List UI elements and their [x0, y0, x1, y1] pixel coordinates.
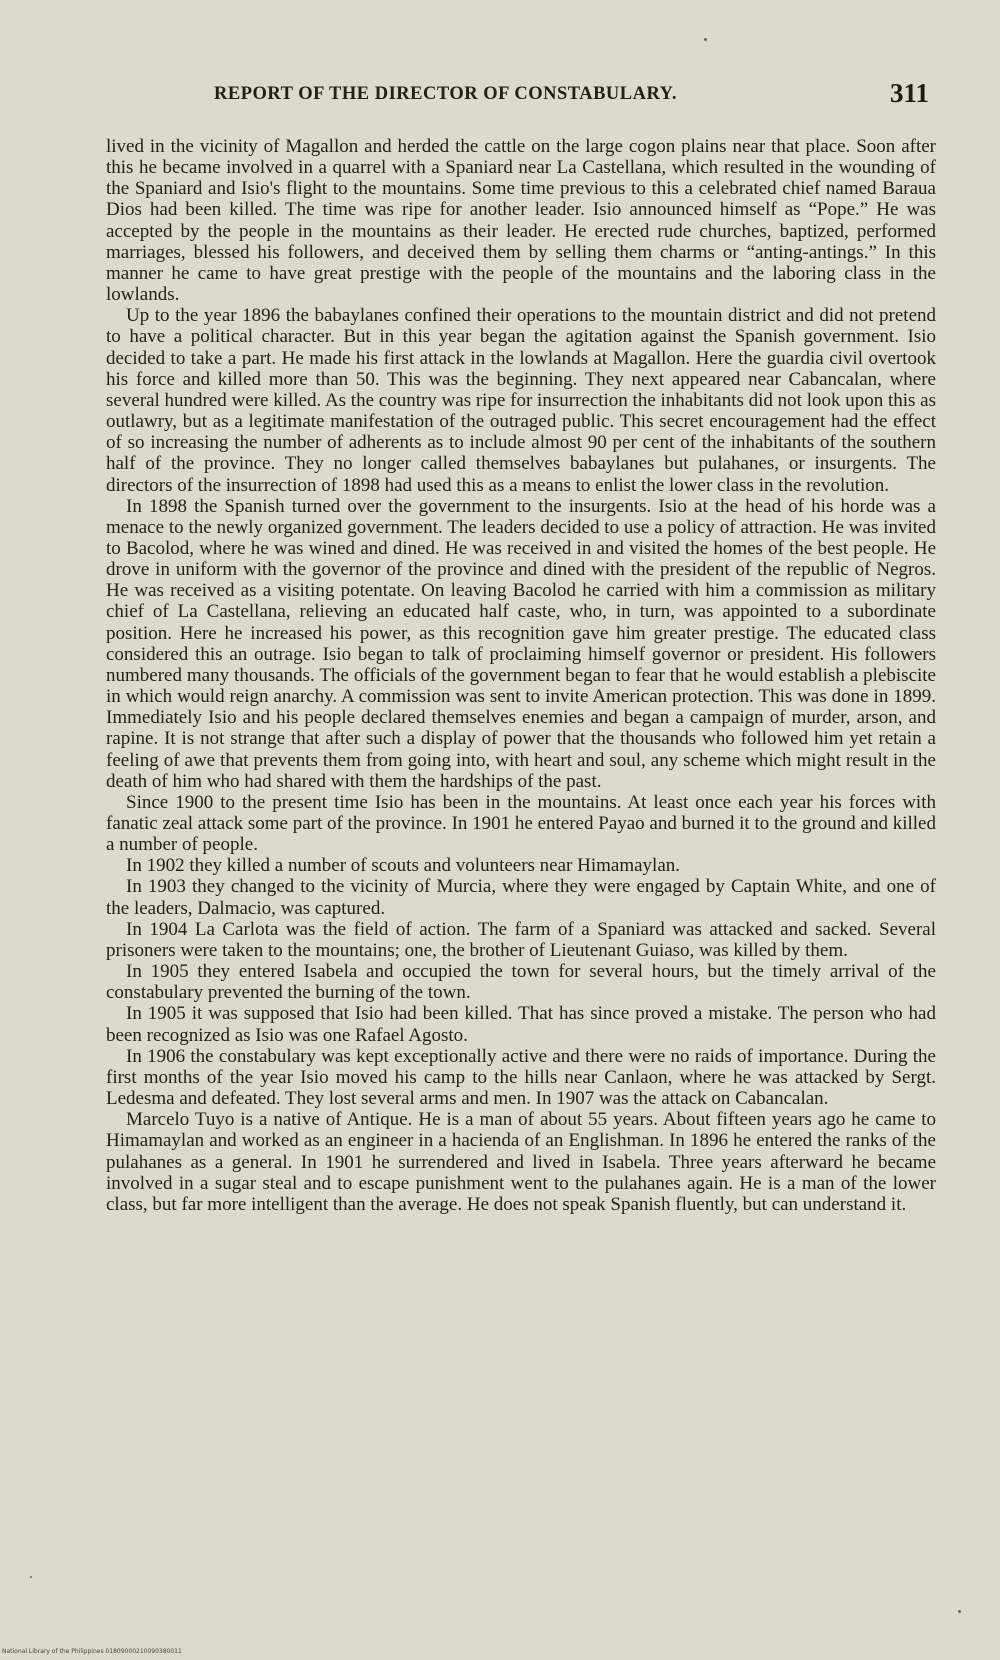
paragraph: Since 1900 to the present time Isio has been in the mountains. At least once each year his forces with fanatic zeal attack some part of the province. In 1901 he entered Payao and burned it to the ground and killed a number of people.	[106, 791, 936, 856]
paragraph: In 1903 they changed to the vicinity of Murcia, where they were engaged by Captain White, and one of the leaders, Dalmacio, was captured.	[106, 876, 936, 919]
body-text	[106, 136, 936, 1215]
paragraph: In 1902 they killed a number of scouts and volunteers near Himamaylan.	[126, 855, 681, 877]
paragraph: lived in the vicinity of Magallon and herded the cattle on the large cogon plains near that place. Soon after this he became involved in a quarrel with a Spaniard near La Castellana, which resulted in the wounding of the Spaniard and Isio's flight to the mountains. Some time previous to this a celebrated chief named Baraua Dios had been killed. The time was ripe for another leader. Isio announced himself as “Pope.” He was accepted by the people in the mountains as their leader. He erected rude churches, baptized, performed marriages, blessed his followers, and deceived them by selling them charms or “anting-antings.” In this manner he came to have great prestige with the people of the mountains and the laboring class in the lowlands.	[106, 136, 936, 306]
page-number: 311	[890, 78, 930, 108]
digitization-note: National Library of the Philippines 01809000210090380011	[2, 1648, 182, 1655]
scan-speck	[30, 1576, 32, 1578]
scan-speck	[704, 38, 707, 41]
paragraph: Marcelo Tuyo is a native of Antique. He is a man of about 55 years. About fifteen years ago he came to Himamaylan and worked as an engineer in a hacienda of an Englishman. In 1896 he entered the ranks of the pulahanes as a general. In 1901 he surrendered and lived in Isabela. Three years afterward he became involved in a sugar steal and to escape punishment went to the pulahanes again. He is a man of the lower class, but far more intelligent than the average. He does not speak Spanish fluently, but can understand it.	[106, 1109, 936, 1215]
paragraph: In 1898 the Spanish turned over the government to the insurgents. Isio at the head of his horde was a menace to the newly organized government. The leaders decided to use a policy of attraction. He was invited to Bacolod, where he was wined and dined. He was received in and visited the homes of the best people. He drove in uniform with the governor of the province and dined with the president of the republic of Negros. He was received as a visiting potentate. On leaving Bacolod he carried with him a commission as military chief of La Castellana, relieving an educated half caste, who, in turn, was appointed to a subordinate position. Here he increased his power, as this recognition gave him greater prestige. The educated class considered this an outrage. Isio began to talk of proclaiming himself governor or president. His followers numbered many thousands. The officials of the government began to fear that he would establish a plebiscite in which would reign anarchy. A commission was sent to invite American protection. This was done in 1899. Immediately Isio and his people declared themselves enemies and began a campaign of murder, arson, and rapine. It is not strange that after such a display of power that the thousands who followed him yet retain a feeling of awe that prevents them from going into, with heart and soul, any scheme which might result in the death of him who had shared with them the hardships of the past.	[106, 495, 936, 792]
running-head: REPORT OF THE DIRECTOR OF CONSTABULARY.	[214, 84, 677, 104]
page-header	[0, 78, 1000, 118]
paragraph: In 1904 La Carlota was the field of action. The farm of a Spaniard was attacked and sacked. Several prisoners were taken to the mountains; one, the brother of Lieutenant Guiaso, was killed by them.	[106, 918, 936, 961]
scan-speck	[958, 1610, 961, 1613]
paragraph: Up to the year 1896 the babaylanes confined their operations to the mountain district and did not pretend to have a political character. But in this year began the agitation against the Spanish government. Isio decided to take a part. He made his first attack in the lowlands at Magallon. Here the guardia civil overtook his force and killed more than 50. This was the beginning. They next appeared near Cabancalan, where several hundred were killed. As the country was ripe for insurrection the inhabitants did not look upon this as outlawry, but as a legitimate manifestation of the outraged public. This secret encouragement had the effect of so increasing the number of adherents as to include almost 90 per cent of the inhabitants of the southern half of the province. They no longer called themselves babaylanes but pulahanes, or insurgents. The directors of the insurrection of 1898 had used this as a means to enlist the lower class in the revolution.	[106, 305, 937, 496]
paragraph: In 1905 it was supposed that Isio had been killed. That has since proved a mistake. The person who had been recognized as Isio was one Rafael Agosto.	[106, 1003, 936, 1046]
paragraph: In 1905 they entered Isabela and occupied the town for several hours, but the timely arrival of the constabulary prevented the burning of the town.	[106, 961, 936, 1004]
paragraph: In 1906 the constabulary was kept exceptionally active and there were no raids of importance. During the first months of the year Isio moved his camp to the hills near Canlaon, where he was attacked by Sergt. Ledesma and defeated. They lost several arms and men. In 1907 was the attack on Cabancalan.	[106, 1045, 936, 1110]
